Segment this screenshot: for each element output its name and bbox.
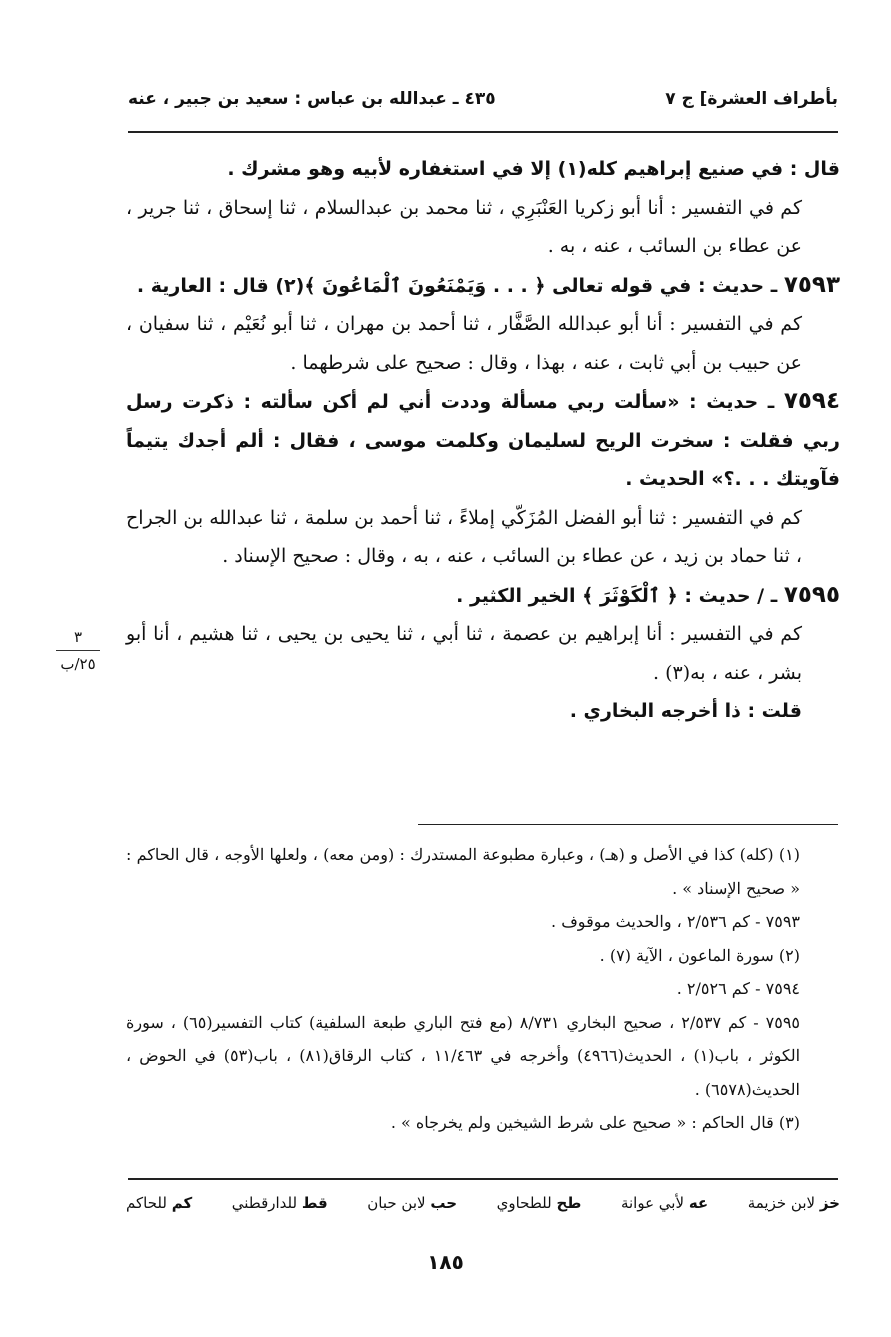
footnote-rule [418,824,838,825]
hadith-7594 [126,382,840,499]
abbr-item: عه لأبي عوانة [620,1194,709,1212]
folio-divider [56,650,100,651]
paragraph-5: كم في التفسير : أنا إبراهيم بن عصمة ، ثنا أبي ، ثنا يحيى بن يحيى ، ثنا هشيم ، أنا أبو بشر ، عنه ، به(٣) . [126,623,802,684]
header-rule [128,131,838,133]
paragraph-3: كم في التفسير : أنا أبو عبدالله الصَّفَّار ، ثنا أحمد بن مهران ، ثنا أبو نُعَيْم ، ثنا سفيان ، عن حبيب بن أبي ثابت ، عنه ، بهذا ، وقال : صحيح على شرطهما . [126,313,802,374]
page-number: ١٨٥ [427,1250,464,1274]
running-header [128,82,838,116]
footnote-1: (١) (كله) كذا في الأصل و (هـ) ، وعبارة مطبوعة المستدرك : (ومن معه) ، ولعلها الأوجه ، قال الحاكم : « صحيح الإسناد » . [126,845,800,898]
footnote-6: (٣) قال الحاكم : « صحيح على شرط الشيخين ولم يخرجاه » . [390,1113,800,1132]
hadith-text: ـ حديث : في قوله تعالى ﴿ . . . وَيَمْنَعُونَ ٱلْمَاعُونَ ﴾(٢) قال : العارية . [136,274,778,297]
header-chapter: ٤٣٥ ـ عبدالله بن عباس : سعيد بن جبير ، عنه [128,89,496,109]
main-text [126,150,840,731]
folio-top: ٣ [73,628,83,646]
hadith-number: ٧٥٩٥ [783,581,840,608]
footnotes [126,838,840,1140]
header-volume: بأطراف العشرة] ج ٧ [665,89,838,109]
hadith-7593 [126,266,840,306]
hadith-text: ـ حديث : «سألت ربي مسألة وددت أني لم أكن سألته : ذكرت رسل ربي فقلت : سخرت الريح لسليمان وكلمت موسى ، فقال : ألم أجدك يتيماً فآويتك . . .؟» الحديث . [126,391,840,490]
folio-bottom: ٢٥/ب [60,655,96,673]
hadith-number: ٧٥٩٤ [783,388,840,414]
abbr-item: حب لابن حبان [367,1194,458,1212]
footnote-3: (٢) سورة الماعون ، الآية (٧) . [599,945,800,965]
footnote-5: ٧٥٩٥ - كم ٢/٥٣٧ ، صحيح البخاري ٨/٧٣١ (مع فتح الباري طبعة السلفية) كتاب التفسير(٦٥) ، سورة الكوثر ، باب(١) ، الحديث(٤٩٦٦) وأخرجه في ١١/٤٦٣ ، كتاب الرقاق(٨١) ، باب(٥٣) في الحوض ، الحديث(٦٥٧٨) . [126,1012,801,1099]
paragraph-2: كم في التفسير : أنا أبو زكريا العَنْبَرِي ، ثنا محمد بن عبدالسلام ، ثنا إسحاق ، ثنا جرير ، عن عطاء بن السائب ، عنه ، به . [126,196,802,257]
hadith-7595 [126,576,840,616]
abbreviations-rule [128,1178,838,1180]
paragraph-6: قلت : ذا أخرجه البخاري . [569,700,802,722]
hadith-text: ـ / حديث : ﴿ ٱلْكَوْثَرَ ﴾ الخير الكثير . [456,584,778,607]
paragraph-1: قال : في صنيع إبراهيم كله(١) إلا في استغفاره لأبيه وهو مشرك . [227,158,840,180]
abbr-item: خز لابن خزيمة [747,1194,840,1212]
hadith-number: ٧٥٩٣ [783,271,840,298]
abbr-item: طح للطحاوي [496,1194,582,1212]
footnote-4: ٧٥٩٤ - كم ٢/٥٢٦ . [676,979,800,998]
abbr-item: كم للحاكم [126,1194,193,1212]
abbr-item: قط للدارقطني [231,1194,328,1212]
paragraph-4: كم في التفسير : ثنا أبو الفضل المُزَكّي إملاءً ، ثنا أحمد بن سلمة ، ثنا عبدالله بن الجراح ، ثنا حماد بن زيد ، عن عطاء بن السائب ، عنه ، به ، وقال : صحيح الإسناد . [126,506,802,567]
manuscript-folio-note [50,626,106,675]
footnote-2: ٧٥٩٣ - كم ٢/٥٣٦ ، والحديث موقوف . [551,912,800,931]
abbreviations-legend [126,1194,840,1212]
